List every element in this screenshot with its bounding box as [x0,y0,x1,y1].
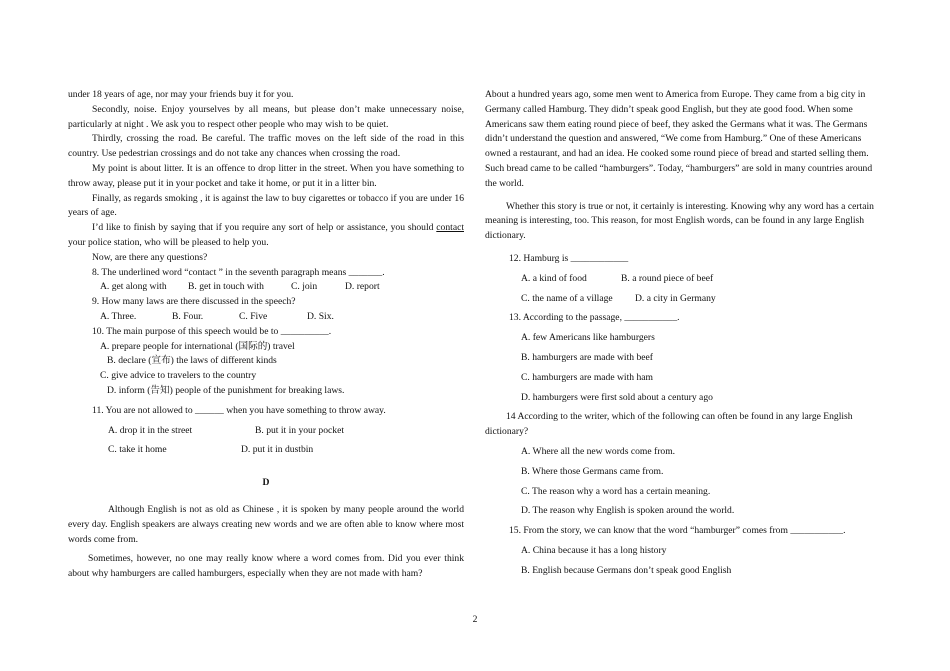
option: B. a round piece of beef [621,272,714,284]
options-row [485,292,881,307]
option: A. get along with [100,281,167,293]
question-9: 9. How many laws are there discussed in the speech? [92,296,296,308]
text-run: your police station, who will be pleased to help you. [68,236,269,248]
options-row [68,310,464,325]
option: D. The reason why English is spoken around the world. [521,505,735,517]
paragraph [68,221,464,251]
option: B. English because Germans don’t speak good English [521,564,732,576]
question-10: 10. The main purpose of this speech would be to __________. [92,325,332,337]
underlined-word: contact [436,222,464,234]
option: C. give advice to travelers to the country [100,370,257,382]
section-heading: D [262,477,270,489]
option: A. Three. [100,310,137,322]
question-15: 15. From the story, we can know that the word “hamburger” comes from ___________. [509,525,846,537]
option: D. inform (告知) people of the punishment for breaking laws. [107,384,345,396]
text-run: I’d like to finish by saying that if you require any sort of help or assistance, you should [92,222,437,234]
paragraph: Finally, as regards smoking , it is against the law to buy cigarettes or tobacco if you are under 16 years of age. [68,192,464,219]
page-number: 2 [472,614,478,625]
option: B. hamburgers are made with beef [521,351,653,363]
option: D. hamburgers were first sold about a century ago [521,391,713,403]
paragraph: Whether this story is true or not, it certainly is interesting. Knowing why any word has a certain meaning is interesting, too. This reason, for most English words, can be found in any large English dictionary. [485,200,874,242]
option: B. get in touch with [188,281,264,293]
question-12: 12. Hamburg is ____________ [509,252,629,264]
paragraph: My point is about litter. It is an offence to drop litter in the street. When you have something to throw away, please put it in your pocket and take it home, or put it in a litter bin. [68,162,464,189]
option: C. hamburgers are made with ham [521,371,653,383]
paragraph: Secondly, noise. Enjoy yourselves by all means, but please don’t make unnecessary noise, particularly at night . We ask you to respect other people who may wish to be quiet. [68,103,464,130]
paragraph: under 18 years of age, nor may your friends buy it for you. [68,89,294,100]
paragraph: Although English is not as old as Chinese , it is spoken by many people around the world every day. English speakers are always creating new words and we are often able to know where most words come from. [68,503,464,545]
option: A. China because it has a long history [521,544,667,556]
option: A. a kind of food [521,272,587,284]
option: C. Five [239,310,268,322]
option: A. drop it in the street [108,424,193,436]
option: D. Six. [307,310,334,322]
option: C. take it home [108,444,167,456]
option: D. put it in dustbin [241,444,314,456]
option: D. a city in Germany [635,292,716,304]
paragraph: Thirdly, crossing the road. Be careful. The traffic moves on the left side of the road in this country. Use pedestrian crossings and do not take any chances when crossing the road. [68,133,464,160]
options-row [68,424,464,439]
question-13: 13. According to the passage, ___________. [509,312,680,324]
options-row [68,280,464,295]
option: A. prepare people for international (国际的) travel [100,340,295,352]
options-row [485,272,881,287]
paragraph: About a hundred years ago, some men went to America from Europe. They came from a big city in Germany called Hamburg. They didn’t speak good English, but they ate good food. When some Americans saw them eating round piece of beef, they asked the Germans what it was. The Germans didn’t understand the question and answered, “We come from Hamburg.” One of these Americans owned a restaurant, and had an idea. He cooked some round piece of bread and started selling them. Such bread came to be called “hamburgers”. Today, “hamburgers” are sold in many countries around the world. [485,89,873,189]
option: B. declare (宣布) the laws of different kinds [107,355,277,367]
paragraph: Sometimes, however, no one may really know where a word comes from. Did you ever think about why hamburgers are called hamburgers, especially when they are not made with ham? [68,553,464,580]
option: B. Four. [172,310,204,322]
paragraph: Now, are there any questions? [92,251,208,263]
question-14: 14 According to the writer, which of the following can often be found in any large English dictionary? [485,411,853,438]
option: D. report [345,281,380,293]
option: A. Where all the new words come from. [521,445,676,457]
option: C. join [291,281,318,293]
option: A. few Americans like hamburgers [521,332,655,344]
option: C. The reason why a word has a certain meaning. [521,485,711,497]
right-column [485,88,881,579]
option: B. put it in your pocket [255,424,344,436]
left-column [68,88,464,582]
option: C. the name of a village [521,292,613,304]
question-8: 8. The underlined word “contact ” in the seventh paragraph means _______. [92,266,385,278]
question-11: 11. You are not allowed to ______ when you have something to throw away. [92,404,386,416]
option: B. Where those Germans came from. [521,465,664,477]
options-row [68,443,464,458]
